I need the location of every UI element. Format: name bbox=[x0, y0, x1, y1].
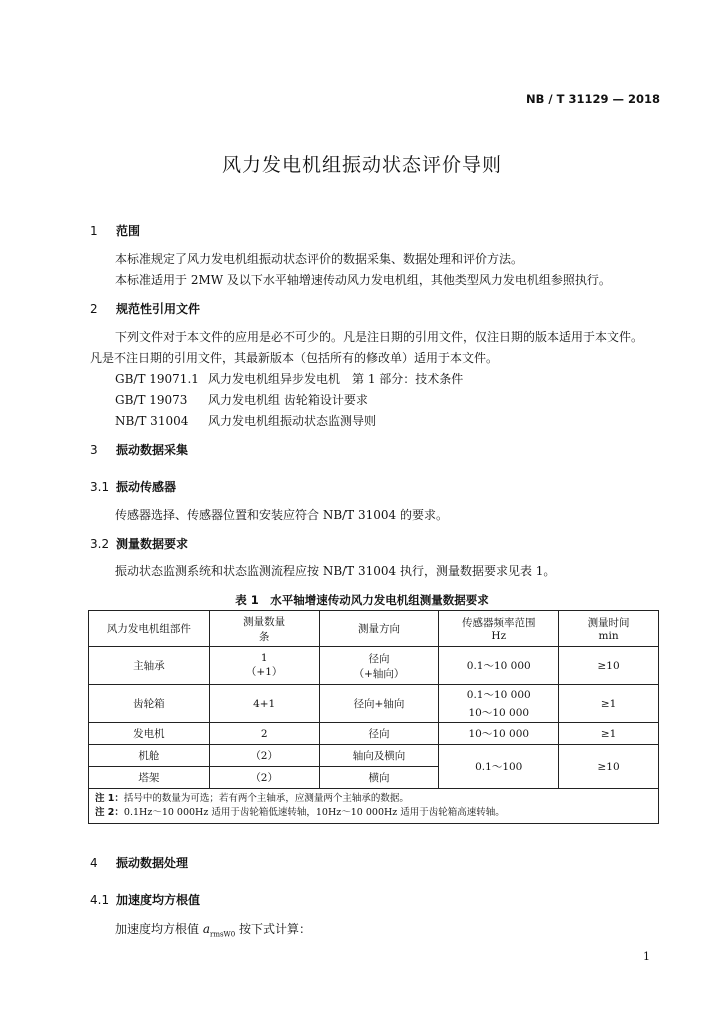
note-text: 括号中的数量为可选；若有两个主轴承，应测量两个主轴承的数据。 bbox=[123, 793, 409, 804]
section-number: 3 bbox=[90, 443, 98, 457]
document-title: 风力发电机组振动状态评价导则 bbox=[221, 154, 502, 176]
paragraph-text-post: 按下式计算： bbox=[235, 922, 312, 936]
reference-item bbox=[115, 370, 463, 387]
header-time bbox=[559, 611, 659, 647]
section-3-2-heading bbox=[90, 535, 188, 552]
section-1-paragraph-1: 本标准规定了风力发电机组振动状态评价的数据采集、数据处理和评价方法。 bbox=[115, 252, 524, 266]
cell-frequency-line-2: 10～10 000 bbox=[468, 706, 530, 719]
table-notes-row bbox=[89, 789, 659, 824]
cell-direction-line-2: （+轴向） bbox=[353, 667, 405, 680]
section-2-heading bbox=[90, 300, 200, 317]
header-frequency bbox=[439, 611, 559, 647]
header-time-line-1: 测量时间 bbox=[587, 617, 630, 629]
header-count-line-2: 条 bbox=[258, 630, 270, 643]
table-notes bbox=[89, 789, 659, 824]
table-note bbox=[95, 792, 652, 806]
table-header-row bbox=[89, 611, 659, 647]
cell-direction: 轴向及横向 bbox=[319, 745, 439, 767]
reference-title: 风力发电机组异步发电机 第 1 部分：技术条件 bbox=[208, 372, 464, 386]
section-2-paragraph-line-1: 下列文件对于本文件的应用是必不可少的。凡是注日期的引用文件，仅注日期的版本适用于本文件。 bbox=[115, 330, 644, 344]
header-time-line-2: min bbox=[598, 630, 619, 642]
cell-frequency: 0.1～10 000 bbox=[439, 647, 559, 685]
reference-item bbox=[115, 391, 368, 408]
reference-code: NB/T 31004 bbox=[115, 414, 189, 428]
section-title: 测量数据要求 bbox=[116, 537, 189, 551]
note-label: 注 1： bbox=[95, 793, 124, 804]
note-text: 0.1Hz～10 000Hz 适用于齿轮箱低速转轴，10Hz～10 000Hz 适用于齿轮箱高速转轴。 bbox=[123, 807, 505, 818]
section-3-1-heading bbox=[90, 478, 176, 495]
section-title: 振动数据处理 bbox=[116, 856, 189, 870]
cell-component: 齿轮箱 bbox=[89, 685, 210, 723]
section-2-paragraph-line-2: 凡是不注日期的引用文件，其最新版本（包括所有的修改单）适用于本文件。 bbox=[90, 351, 499, 365]
symbol-a: a bbox=[202, 922, 210, 936]
cell-frequency bbox=[439, 685, 559, 723]
paragraph-text-pre: 加速度均方根值 bbox=[115, 922, 203, 936]
cell-time: ≥1 bbox=[559, 723, 659, 745]
cell-count bbox=[209, 647, 319, 685]
header-direction: 测量方向 bbox=[319, 611, 439, 647]
section-number: 4.1 bbox=[90, 893, 110, 907]
section-3-1-paragraph: 传感器选择、传感器位置和安装应符合 NB/T 31004 的要求。 bbox=[115, 508, 448, 522]
cell-component: 主轴承 bbox=[89, 647, 210, 685]
note-label: 注 2： bbox=[95, 807, 124, 818]
header-count-line-1: 测量数量 bbox=[243, 615, 286, 628]
cell-direction: 径向 bbox=[319, 723, 439, 745]
cell-component: 机舱 bbox=[89, 745, 210, 767]
cell-count: 4+1 bbox=[209, 685, 319, 723]
cell-frequency-line-1: 0.1～10 000 bbox=[466, 688, 531, 701]
table-caption: 表 1 水平轴增速传动风力发电机组测量数据要求 bbox=[235, 593, 489, 607]
table-row bbox=[89, 745, 659, 767]
section-4-heading bbox=[90, 854, 188, 871]
cell-time: ≥10 bbox=[559, 745, 659, 789]
cell-direction bbox=[319, 647, 439, 685]
cell-time: ≥10 bbox=[559, 647, 659, 685]
cell-count: （2） bbox=[209, 767, 319, 789]
cell-component: 塔架 bbox=[89, 767, 210, 789]
cell-direction-line-1: 径向 bbox=[368, 652, 390, 665]
header-component: 风力发电机组部件 bbox=[89, 611, 210, 647]
section-title: 振动数据采集 bbox=[116, 443, 189, 457]
section-title: 加速度均方根值 bbox=[116, 893, 201, 907]
table-row bbox=[89, 685, 659, 723]
section-number: 1 bbox=[90, 224, 98, 238]
measurement-requirements-table bbox=[88, 610, 659, 824]
cell-direction: 径向+轴向 bbox=[319, 685, 439, 723]
page-number: 1 bbox=[643, 950, 650, 963]
section-title: 规范性引用文件 bbox=[116, 302, 201, 316]
header-count bbox=[209, 611, 319, 647]
reference-title: 风力发电机组 齿轮箱设计要求 bbox=[208, 393, 368, 407]
section-4-1-heading bbox=[90, 891, 200, 908]
cell-frequency: 0.1～100 bbox=[439, 745, 559, 789]
section-number: 4 bbox=[90, 856, 98, 870]
header-frequency-line-2: Hz bbox=[491, 630, 507, 642]
cell-component: 发电机 bbox=[89, 723, 210, 745]
cell-count-line-1: 1 bbox=[260, 652, 268, 664]
section-1-paragraph-2: 本标准适用于 2MW 及以下水平轴增速传动风力发电机组，其他类型风力发电机组参照执行。 bbox=[115, 273, 611, 287]
reference-code: GB/T 19071.1 bbox=[115, 372, 199, 386]
cell-direction: 横向 bbox=[319, 767, 439, 789]
symbol-subscript: rmsW0 bbox=[209, 930, 236, 939]
cell-count: 2 bbox=[209, 723, 319, 745]
cell-time: ≥1 bbox=[559, 685, 659, 723]
section-1-heading bbox=[90, 222, 140, 239]
standard-number: NB / T 31129 — 2018 bbox=[526, 92, 660, 106]
cell-count: （2） bbox=[209, 745, 319, 767]
section-title: 范围 bbox=[116, 224, 141, 238]
reference-code: GB/T 19073 bbox=[115, 393, 188, 407]
section-4-1-paragraph bbox=[115, 920, 311, 938]
cell-count-line-2: （+1） bbox=[245, 666, 283, 678]
section-3-heading bbox=[90, 441, 188, 458]
section-number: 2 bbox=[90, 302, 98, 316]
table-row bbox=[89, 723, 659, 745]
reference-item bbox=[115, 412, 376, 429]
table-note bbox=[95, 806, 652, 820]
cell-frequency: 10～10 000 bbox=[439, 723, 559, 745]
table-row bbox=[89, 647, 659, 685]
reference-title: 风力发电机组振动状态监测导则 bbox=[208, 414, 377, 428]
section-3-2-paragraph: 振动状态监测系统和状态监测流程应按 NB/T 31004 执行，测量数据要求见表 1。 bbox=[115, 564, 556, 578]
header-frequency-line-1: 传感器频率范围 bbox=[462, 617, 536, 629]
section-title: 振动传感器 bbox=[116, 480, 177, 494]
section-number: 3.1 bbox=[90, 480, 110, 494]
section-number: 3.2 bbox=[90, 537, 110, 551]
